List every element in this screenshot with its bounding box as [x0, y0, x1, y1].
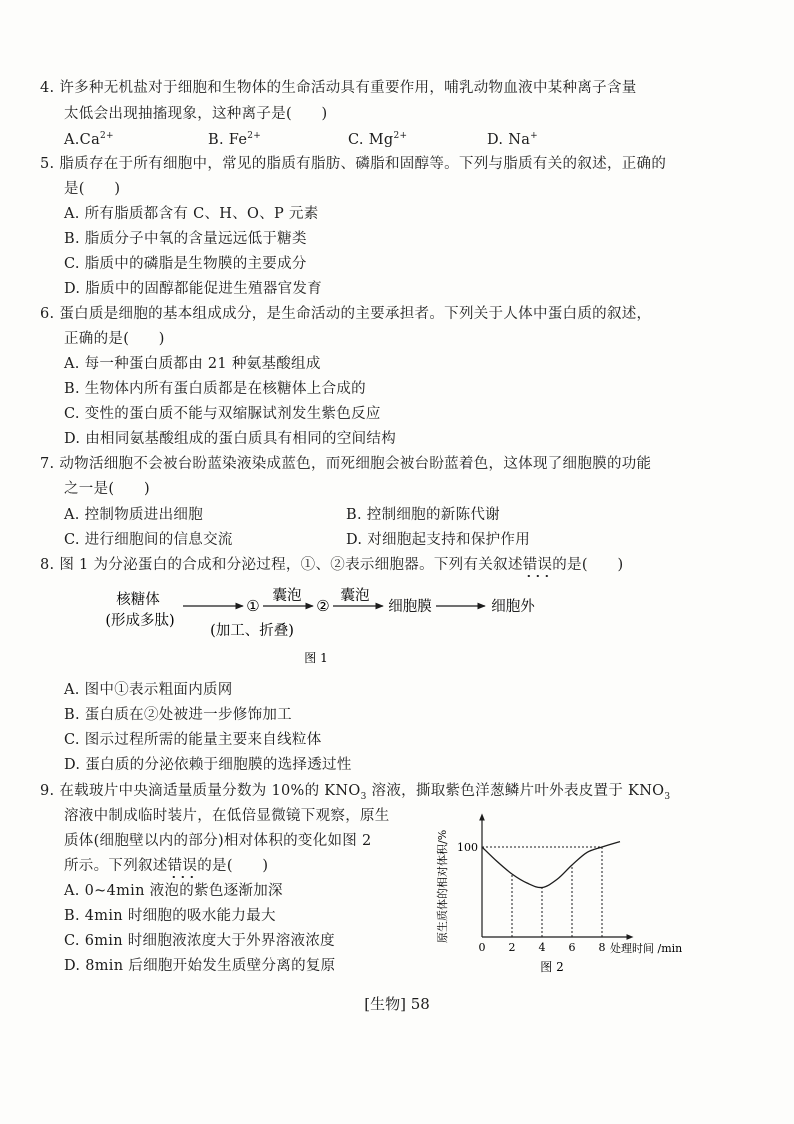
- q7-option-b[interactable]: B. 控制细胞的新陈代谢: [346, 507, 500, 523]
- q4-option-a[interactable]: [64, 130, 114, 150]
- q5-option-d[interactable]: D. 脂质中的固醇都能促进生殖器官发育: [64, 281, 323, 297]
- page-footer: [生物] 58: [364, 995, 430, 1013]
- q4-option-c-sup: 2+: [393, 131, 408, 142]
- q4-option-c[interactable]: [348, 130, 407, 150]
- q6-stem-line1: 6. 蛋白质是细胞的基本组成成分，是生命活动的主要承担者。下列关于人体中蛋白质的叙述，: [40, 306, 652, 322]
- flow-ribosome: 核糖体: [116, 592, 160, 608]
- figure2-chart: [430, 805, 710, 980]
- q6-stem-line2: 正确的是( ): [64, 331, 165, 347]
- q7-stem-line2: 之一是( ): [64, 481, 150, 497]
- q8-stem-emphasis: 错误: [522, 557, 553, 573]
- q8-option-c[interactable]: C. 图示过程所需的能量主要来自线粒体: [64, 732, 322, 748]
- chart-x-tick-label: 2: [508, 941, 516, 954]
- q9-option-b[interactable]: B. 4min 时细胞的吸水能力最大: [64, 908, 276, 924]
- chart-x-tick-label: 0: [478, 941, 486, 954]
- q9-stem-line1: [40, 781, 670, 801]
- chart-series-line: [482, 842, 620, 888]
- q6-option-d[interactable]: D. 由相同氨基酸组成的蛋白质具有相同的空间结构: [64, 431, 397, 447]
- flow-vesicle-2: 囊泡: [340, 588, 370, 604]
- q8-option-d[interactable]: D. 蛋白质的分泌依赖于细胞膜的选择透过性: [64, 757, 352, 773]
- q7-option-d[interactable]: D. 对细胞起支持和保护作用: [346, 532, 531, 548]
- q9-line1-a: 9. 在载玻片中央滴适量质量分数为 10%的 KNO: [40, 783, 361, 799]
- chart-x-tick-label: 6: [568, 941, 576, 954]
- figure1-flow-diagram: [0, 585, 794, 695]
- q4-option-b-sup: 2+: [247, 131, 262, 142]
- q5-option-c[interactable]: C. 脂质中的磷脂是生物膜的主要成分: [64, 256, 307, 272]
- q5-stem-line1: 5. 脂质存在于所有细胞中，常见的脂质有脂肪、磷脂和固醇等。下列与脂质有关的叙述，正确的: [40, 156, 667, 172]
- q4-stem-line2: 太低会出现抽搐现象，这种离子是( ): [64, 106, 328, 122]
- q8-stem-suffix: 的是( ): [552, 557, 624, 573]
- q8-stem: [40, 555, 623, 575]
- flow-cell-membrane: 细胞膜: [388, 599, 432, 615]
- figure2-caption: 图 2: [540, 960, 564, 974]
- flow-outside-cell: 细胞外: [491, 599, 535, 615]
- q4-option-b-text: B. Fe: [208, 132, 248, 148]
- q7-stem-line1: 7. 动物活细胞不会被台盼蓝染液染成蓝色，而死细胞会被台盼蓝着色，这体现了细胞膜的功能: [40, 456, 652, 472]
- q4-option-a-sup: 2+: [100, 131, 114, 142]
- q9-line1-sub2: 3: [664, 791, 671, 802]
- q7-option-c[interactable]: C. 进行细胞间的信息交流: [64, 532, 233, 548]
- q6-option-c[interactable]: C. 变性的蛋白质不能与双缩脲试剂发生紫色反应: [64, 406, 381, 422]
- q6-option-b[interactable]: B. 生物体内所有蛋白质都是在核糖体上合成的: [64, 381, 366, 397]
- q9-line4-b: 的是( ): [197, 858, 269, 874]
- q4-option-c-text: C. Mg: [348, 132, 394, 148]
- q9-stem-line2: 溶液中制成临时装片，在低倍显微镜下观察，原生: [64, 808, 390, 824]
- chart-x-axis-label: 处理时间 /min: [610, 942, 683, 955]
- chart-y-tick-label: 100: [457, 841, 478, 854]
- q5-option-b[interactable]: B. 脂质分子中氧的含量远远低于糖类: [64, 231, 307, 247]
- q7-option-a[interactable]: A. 控制物质进出细胞: [64, 507, 203, 523]
- flow-ribosome-note: (形成多肽): [105, 613, 175, 629]
- q6-option-a[interactable]: A. 每一种蛋白质都由 21 种氨基酸组成: [64, 356, 321, 372]
- q8-option-a[interactable]: A. 图中①表示粗面内质网: [64, 682, 233, 698]
- q9-option-a[interactable]: A. 0~4min 液泡的紫色逐渐加深: [64, 883, 283, 899]
- figure1-caption: 图 1: [304, 651, 328, 665]
- q9-line4-emphasis: 错误: [167, 858, 198, 874]
- q9-option-d[interactable]: D. 8min 后细胞开始发生质壁分离的复原: [64, 958, 336, 974]
- q8-stem-prefix: 8. 图 1 为分泌蛋白的合成和分泌过程，①、②表示细胞器。下列有关叙述: [40, 557, 523, 573]
- q9-line1-sub: 3: [360, 791, 367, 802]
- flow-vesicle-1: 囊泡: [272, 588, 302, 604]
- q5-stem-line2: 是( ): [64, 181, 121, 197]
- q9-stem-line4: [64, 856, 268, 876]
- chart-x-tick-label: 4: [538, 941, 546, 954]
- flow-organelle-1: ①: [246, 597, 260, 615]
- q9-line4-a: 所示。下列叙述: [64, 858, 168, 874]
- q5-option-a[interactable]: A. 所有脂质都含有 C、H、O、P 元素: [64, 206, 319, 222]
- q9-line1-b: 溶液，撕取紫色洋葱鳞片叶外表皮置于 KNO: [366, 783, 665, 799]
- q4-option-b[interactable]: [208, 130, 261, 150]
- q4-option-a-text: A.Ca: [64, 132, 101, 148]
- q9-option-c[interactable]: C. 6min 时细胞液浓度大于外界溶液浓度: [64, 933, 335, 949]
- q4-option-d[interactable]: [487, 130, 538, 150]
- q4-option-d-sup: +: [530, 131, 539, 142]
- chart-y-axis-label: 原生质体的相对体积/%: [436, 829, 449, 943]
- flow-process-note: (加工、折叠): [210, 623, 294, 639]
- q8-option-b[interactable]: B. 蛋白质在②处被进一步修饰加工: [64, 707, 292, 723]
- q4-stem-line1: 4. 许多种无机盐对于细胞和生物体的生命活动具有重要作用，哺乳动物血液中某种离子含量: [40, 80, 637, 96]
- flow-organelle-2: ②: [316, 597, 330, 615]
- q4-option-d-text: D. Na: [487, 132, 531, 148]
- chart-x-tick-label: 8: [598, 941, 606, 954]
- q9-stem-line3: 质体(细胞壁以内的部分)相对体积的变化如图 2: [64, 833, 372, 849]
